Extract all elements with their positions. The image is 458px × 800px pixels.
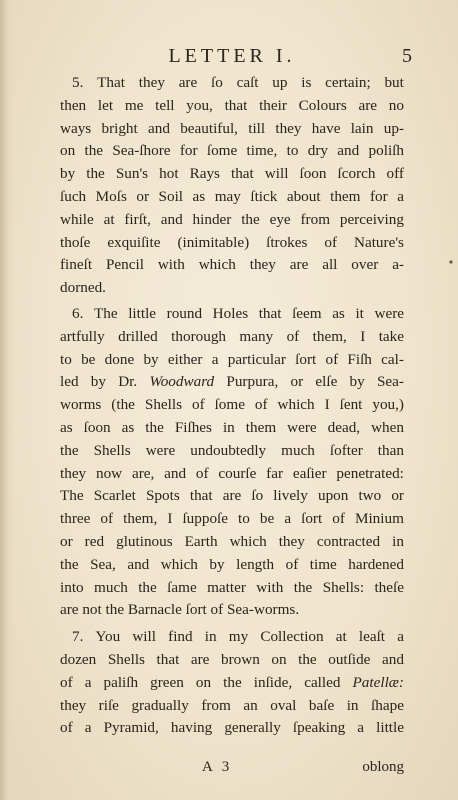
text-line: 5. That they are ſo caſt up is certain; but <box>72 74 404 91</box>
catchword: oblong <box>362 759 404 775</box>
text-line: of a Pyramid, having generally ſpeaking a little <box>60 719 404 737</box>
text-line: dorned. <box>60 279 106 297</box>
ink-speck <box>448 252 454 258</box>
text-line: then let me tell you, that their Colours are no <box>60 96 404 114</box>
text-line: thoſe exquiſite (inimitable) ſtrokes of Nature's <box>60 233 404 251</box>
running-head: LETTER I. <box>168 45 296 67</box>
text-line: dozen Shells that are brown on the outſide and <box>60 650 404 668</box>
paragraph <box>60 626 404 740</box>
page-gutter-shadow <box>0 0 14 800</box>
paragraph <box>60 303 404 622</box>
text-line: into much the ſame matter with the Shells: theſe <box>60 578 404 596</box>
text-line: on the Sea-ſhore for ſome time, to dry and poliſh <box>60 142 404 160</box>
text-line: ſuch Moſs or Soil as may ſtick about them for a <box>60 187 404 205</box>
text-line: three of them, I ſuppoſe to be a ſort of Minium <box>60 510 404 528</box>
signature-mark: A 3 <box>202 759 233 775</box>
text-line: 6. The little round Holes that ſeem as it were <box>72 304 404 322</box>
text-line: are not the Barnacle ſort of Sea-worms. <box>60 601 300 619</box>
text-line: they now are, and of courſe far eaſier penetrated: <box>60 464 404 482</box>
text-line: worms (the Shells of ſome of which I ſent you,) <box>60 396 404 414</box>
text-line: of a paliſh green on the inſide, called Patellæ: <box>60 673 404 691</box>
text-line: as ſoon as the Fiſhes in them were dead, when <box>60 418 404 436</box>
page-number: 5 <box>402 45 412 67</box>
text-line: 7. You will find in my Collection at leaſt a <box>72 628 404 646</box>
page-header <box>58 44 412 68</box>
text-line: the Shells were undoubtedly much ſofter than <box>60 441 404 459</box>
text-line: the Sea, and which by length of time hardened <box>60 555 404 573</box>
text-line: fineſt Pencil with which they are all over a- <box>60 256 404 274</box>
text-line: while at firſt, and hinder the eye from perceiving <box>60 210 404 228</box>
text-line: artfully drilled thorough many of them, I take <box>60 327 404 345</box>
text-line: by the Sun's hot Rays that will ſoon ſcorch off <box>60 165 404 183</box>
text-line: they riſe gradually from an oval baſe in ſhape <box>60 696 404 714</box>
text-line: The Scarlet Spots that are ſo lively upon two or <box>60 487 404 505</box>
page-footer <box>60 756 404 778</box>
text-line: to be done by either a particular ſort of Fiſh cal- <box>60 350 404 368</box>
text-line: or red glutinous Earth which they contracted in <box>60 532 404 550</box>
text-line: led by Dr. Woodward Purpura, or elſe by Sea- <box>60 373 404 391</box>
body-text <box>60 72 404 740</box>
paragraph <box>60 72 404 300</box>
text-line: ways bright and beautiful, till they have lain up- <box>60 119 404 137</box>
